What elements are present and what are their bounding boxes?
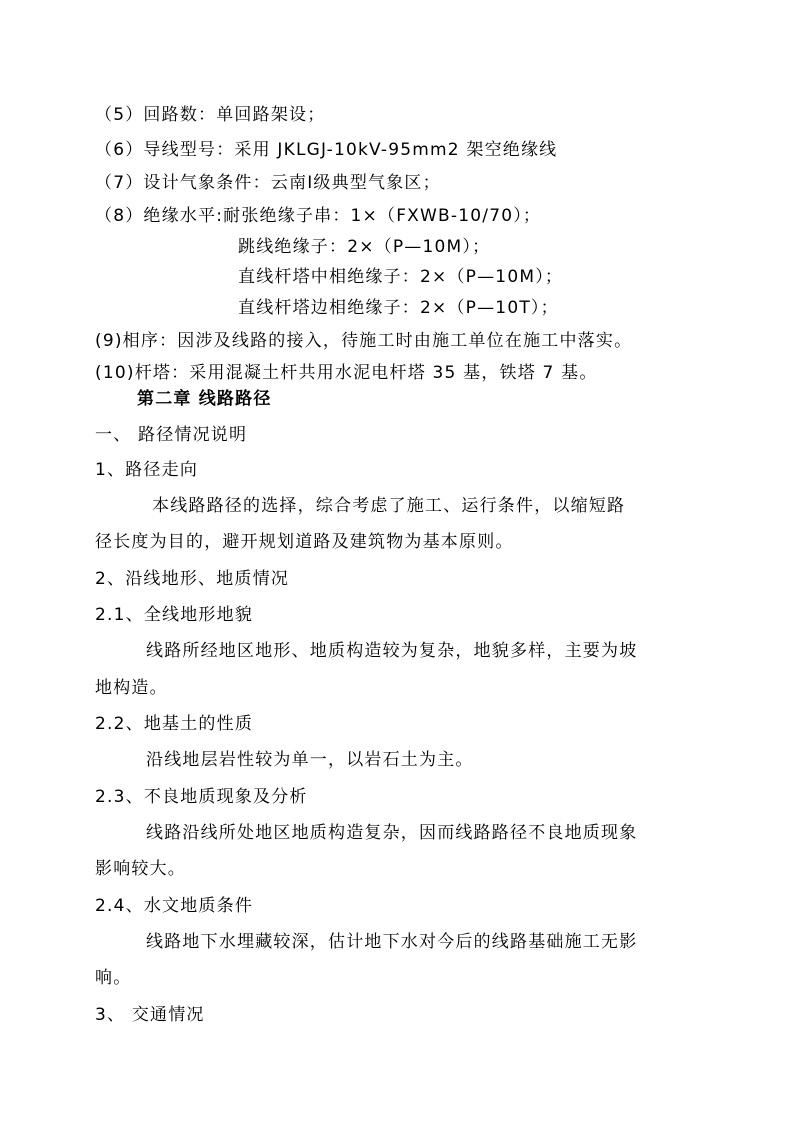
paragraph-line: 本线路路径的选择，综合考虑了施工、运行条件，以缩短路 [152,496,626,516]
section-heading: 2.2、地基土的性质 [95,714,254,734]
paragraph-line: 影响较大。 [95,859,186,879]
text-line: （8）绝缘水平:耐张绝缘子串：1×（FXWB-10/70）； [95,206,542,226]
text-line: (9)相序：因涉及线路的接入，待施工时由施工单位在施工中落实。 [95,331,633,351]
paragraph-line: 线路所经地区地形、地质构造较为复杂，地貌多样，主要为坡 [146,641,638,661]
section-heading: 2、沿线地形、地质情况 [95,569,290,589]
paragraph-line: 线路沿线所处地区地质构造复杂，因而线路路径不良地质现象 [146,823,638,843]
text-line: 直线杆塔边相绝缘子：2×（P—10T）； [238,298,559,318]
text-line: 直线杆塔中相绝缘子：2×（P—10M）； [238,267,564,287]
text-line: （5）回路数：单回路架设； [95,105,326,125]
paragraph-line: 沿线地层岩性较为单一，以岩石土为主。 [146,750,474,770]
paragraph-line: 地构造。 [95,678,168,698]
section-heading: 1、路径走向 [95,460,199,480]
paragraph-line: 响。 [95,968,132,988]
text-line: （7）设计气象条件：云南Ⅰ级典型气象区； [95,173,441,193]
section-heading: 2.1、全线地形地貌 [95,605,254,625]
text-line: (10)杆塔：采用混凝土杆共用水泥电杆塔 35 基，铁塔 7 基。 [95,363,598,383]
chapter-heading: 第二章 线路路径 [137,389,272,409]
section-heading: 2.3、不良地质现象及分析 [95,787,308,807]
section-heading: 一、 路径情况说明 [95,425,248,445]
section-heading: 2.4、水文地质条件 [95,896,254,916]
text-line: （6）导线型号：采用 JKLGJ-10kV-95mm2 架空绝缘线 [95,140,558,160]
section-heading: 3、 交通情况 [95,1005,205,1025]
paragraph-line: 径长度为目的，避开规划道路及建筑物为基本原则。 [95,532,514,552]
paragraph-line: 线路地下水埋藏较深，估计地下水对今后的线路基础施工无影 [146,932,638,952]
text-line: 跳线绝缘子：2×（P—10M）； [238,237,491,257]
